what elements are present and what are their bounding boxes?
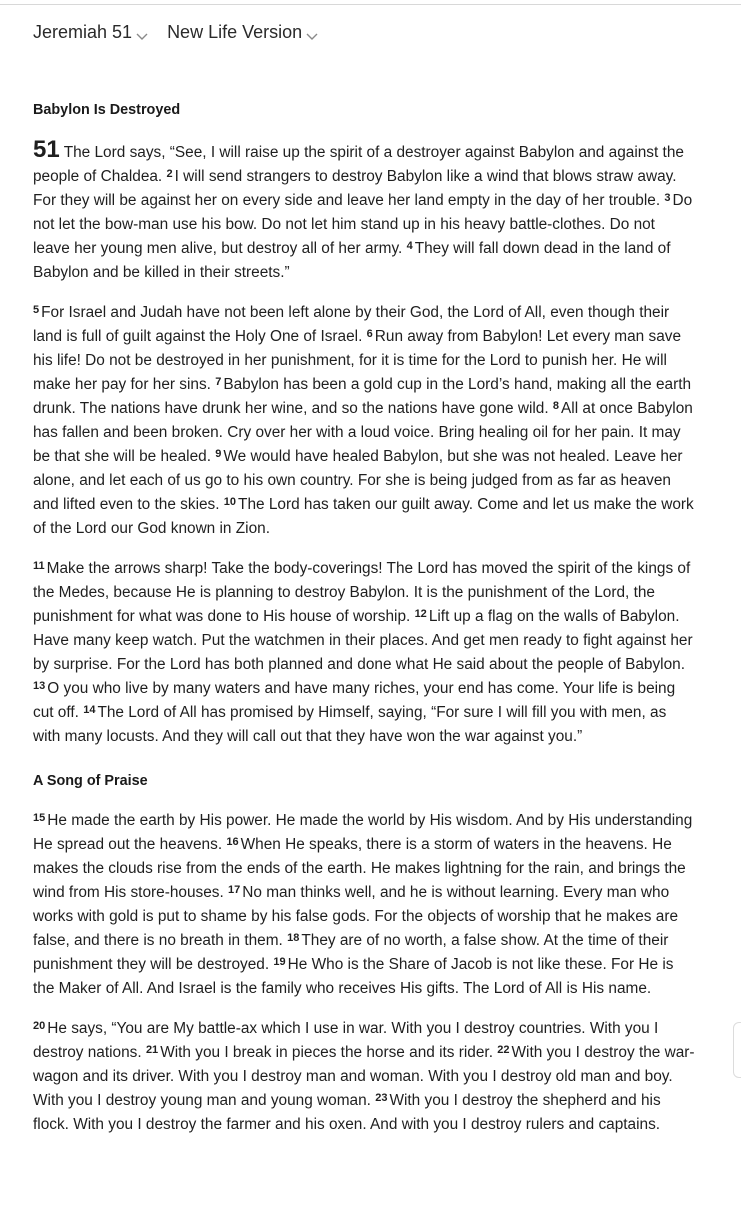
verse-number: 2 <box>166 168 173 180</box>
verse-number: 19 <box>273 956 286 968</box>
verse-text[interactable]: We would have healed Babylon, but she was not healed. Leave her alone, and let each of us go to his own country. For she is being judged from as far as heaven and lifted even to the skies. <box>33 448 683 513</box>
verse-text[interactable]: The Lord of All has promised by Himself, saying, “For sure I will fill you with men, as with many locusts. And they will call out that they have won the war against you.” <box>33 704 667 745</box>
verse-text[interactable]: The Lord has taken our guilt away. Come and let us make the work of the Lord our God known in Zion. <box>33 496 694 537</box>
verse-text[interactable]: He Who is the Share of Jacob is not like these. For He is the Maker of All. And Israel is the family who receives His gifts. The Lord of All is His name. <box>33 956 674 997</box>
verse-text[interactable]: He says, “You are My battle-ax which I use in war. With you I destroy countries. With you I destroy nations. <box>33 1020 659 1061</box>
verse-number: 14 <box>83 704 96 716</box>
verse-text[interactable]: For Israel and Judah have not been left alone by their God, the Lord of All, even though their land is full of guilt against the Holy One of Israel. <box>33 304 670 345</box>
verse-number: 9 <box>215 448 222 460</box>
verse-text[interactable]: Babylon has been a gold cup in the Lord’s hand, making all the earth drunk. The nations have drunk her wine, and so the nations have gone wild. <box>33 376 692 417</box>
side-panel-handle[interactable] <box>733 1022 741 1078</box>
verse-text[interactable]: When He speaks, there is a storm of waters in the heavens. He makes the clouds rise from the ends of the earth. He makes lightning for the rain, and brings the wind from His store-houses. <box>33 836 686 901</box>
top-divider <box>0 0 741 5</box>
verse-text[interactable]: I will send strangers to destroy Babylon like a wind that blows straw away. For they will be against her on every side and leave her land empty in the day of her trouble. <box>33 168 677 209</box>
verse-number: 23 <box>375 1092 388 1104</box>
section-heading: Babylon Is Destroyed <box>33 102 181 118</box>
verse-text[interactable]: Do not let the bow-man use his bow. Do not let him stand up in his heavy battle-clothes. Do not leave her young men alive, but destroy all of her army. <box>33 192 693 257</box>
verse-text[interactable]: They will fall down dead in the land of Babylon and be killed in their streets.” <box>33 240 671 281</box>
verse-number: 13 <box>33 680 46 692</box>
verse-number: 11 <box>33 560 45 572</box>
reader-header <box>33 22 319 43</box>
verse-text[interactable]: No man thinks well, and he is without learning. Every man who works with gold is put to shame by his false gods. For the objects of worship that he makes are false, and there is no breath in them. <box>33 884 679 949</box>
verse-text[interactable]: With you I destroy the war-wagon and its driver. With you I destroy man and woman. With you I destroy old man and boy. With you I destroy young man and young woman. <box>33 1044 695 1109</box>
paragraph <box>33 809 695 1001</box>
paragraph <box>33 1017 695 1137</box>
verse-text[interactable]: With you I break in pieces the horse and its rider. <box>160 1044 498 1061</box>
version-selector-label: New Life Version <box>167 22 303 42</box>
chevron-down-icon <box>135 31 149 41</box>
verse-number: 5 <box>33 304 40 316</box>
verse-text[interactable]: All at once Babylon has fallen and been broken. Cry over her with a loud voice. Bring healing oil for her pain. It may be that she will be healed. <box>33 400 693 465</box>
verse-text[interactable]: Lift up a flag on the walls of Babylon. Have many keep watch. Put the watchmen in their places. And get men ready to fight against her by surprise. For the Lord has both planned and done what He said about the people of Babylon. <box>33 608 693 673</box>
chapter-selector[interactable] <box>33 22 149 43</box>
verse-number: 4 <box>406 240 413 252</box>
verse-number: 8 <box>552 400 560 412</box>
chapter-number: 51 <box>33 136 60 163</box>
chapter-selector-label: Jeremiah 51 <box>33 22 133 42</box>
verse-number: 10 <box>223 496 237 508</box>
verse-number: 18 <box>287 932 300 944</box>
verse-number: 20 <box>33 1020 46 1032</box>
verse-number: 6 <box>366 328 373 340</box>
paragraph <box>33 301 695 541</box>
verse-text[interactable]: The Lord says, “See, I will raise up the spirit of a destroyer against Babylon and against the people of Chaldea. <box>33 144 684 185</box>
verse-number: 21 <box>145 1044 159 1056</box>
chevron-down-icon <box>305 31 319 41</box>
paragraph <box>33 138 695 285</box>
verse-text[interactable]: O you who live by many waters and have many riches, your end has come. Your life is being cut off. <box>33 680 676 721</box>
verse-number: 16 <box>226 836 239 848</box>
paragraph <box>33 557 695 749</box>
verse-number: 7 <box>215 376 222 388</box>
verse-text[interactable]: Run away from Babylon! Let every man save his life! Do not be destroyed in her punishment, for it is time for the Lord to punish her. He will make her pay for her sins. <box>33 328 682 393</box>
verse-text[interactable]: He made the earth by His power. He made the world by His wisdom. And by His understanding He spread out the heavens. <box>33 812 693 853</box>
verse-text[interactable]: They are of no worth, a false show. At the time of their punishment they will be destroyed. <box>33 932 669 973</box>
chapter-text <box>33 100 695 1153</box>
verse-number: 3 <box>664 192 671 204</box>
section-heading: A Song of Praise <box>33 773 148 789</box>
verse-text[interactable]: Make the arrows sharp! Take the body-coverings! The Lord has moved the spirit of the kings of the Medes, because He is planning to destroy Babylon. It is the punishment of the Lord, the punishment for what was done to His house of worship. <box>33 560 691 625</box>
verse-number: 15 <box>33 812 46 824</box>
verse-number: 22 <box>497 1044 510 1056</box>
version-selector[interactable] <box>167 22 319 43</box>
verse-number: 17 <box>228 884 241 896</box>
verse-number: 12 <box>414 608 427 620</box>
verse-text[interactable]: With you I destroy the shepherd and his flock. With you I destroy the farmer and his oxen. And with you I destroy rulers and captains. <box>33 1092 661 1133</box>
